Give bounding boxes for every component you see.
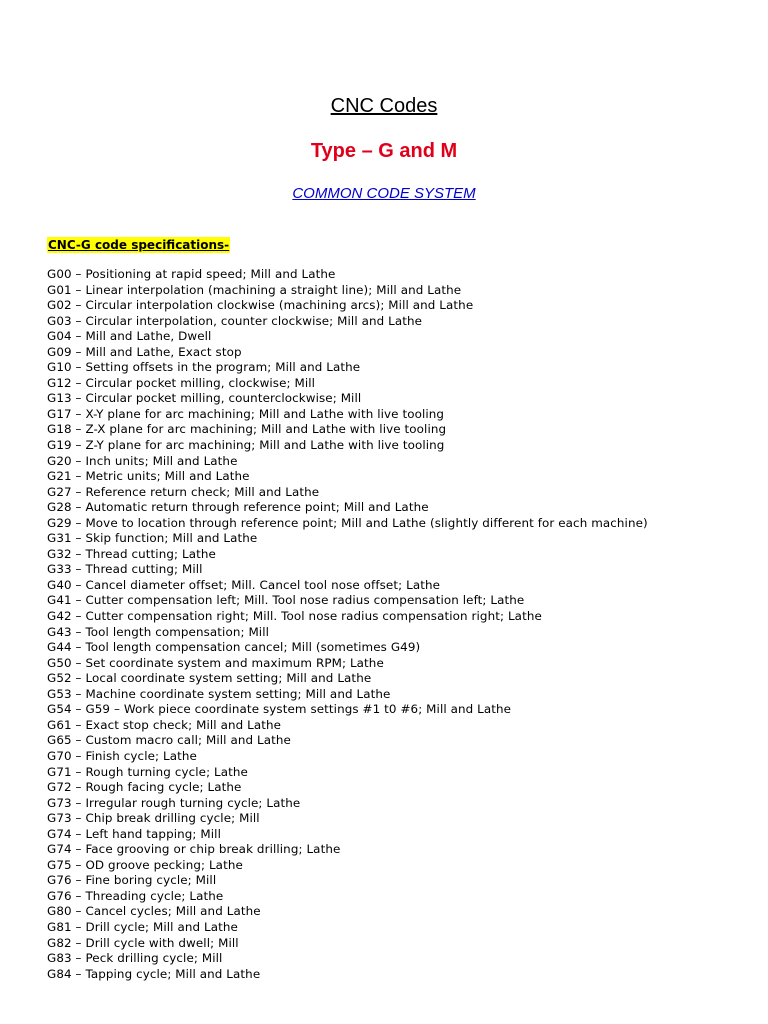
code-list-item: G52 – Local coordinate system setting; Mill and Lathe: [47, 671, 372, 686]
code-list-item: G53 – Machine coordinate system setting; Mill and Lathe: [47, 686, 391, 701]
code-list-item: G28 – Automatic return through reference point; Mill and Lathe: [47, 500, 429, 515]
code-list-item: G10 – Setting offsets in the program; Mill and Lathe: [47, 360, 361, 375]
code-list-item: G12 – Circular pocket milling, clockwise; Mill: [47, 375, 316, 390]
code-list-item: G21 – Metric units; Mill and Lathe: [47, 469, 250, 484]
code-list-item: G17 – X-Y plane for arc machining; Mill and Lathe with live tooling: [47, 406, 445, 421]
code-list-item: G18 – Z-X plane for arc machining; Mill and Lathe with live tooling: [47, 422, 447, 437]
code-list-item: G13 – Circular pocket milling, counterclockwise; Mill: [47, 391, 362, 406]
code-list-item: G81 – Drill cycle; Mill and Lathe: [47, 919, 238, 934]
code-list-item: G19 – Z-Y plane for arc machining; Mill and Lathe with live tooling: [47, 438, 445, 453]
code-list-item: G74 – Face grooving or chip break drilling; Lathe: [47, 842, 341, 857]
code-list-item: G71 – Rough turning cycle; Lathe: [47, 764, 248, 779]
code-list-item: G44 – Tool length compensation cancel; Mill (sometimes G49): [47, 640, 421, 655]
code-list-item: G74 – Left hand tapping; Mill: [47, 826, 221, 841]
code-list-item: G61 – Exact stop check; Mill and Lathe: [47, 717, 282, 732]
code-list-item: G70 – Finish cycle; Lathe: [47, 748, 197, 763]
code-list-item: G50 – Set coordinate system and maximum RPM; Lathe: [47, 655, 384, 670]
code-list-item: G31 – Skip function; Mill and Lathe: [47, 531, 258, 546]
code-list-item: G82 – Drill cycle with dwell; Mill: [47, 935, 239, 950]
code-list-item: G41 – Cutter compensation left; Mill. Tool nose radius compensation left; Lathe: [47, 593, 525, 608]
code-list-item: G80 – Cancel cycles; Mill and Lathe: [47, 904, 261, 919]
code-list-item: G83 – Peck drilling cycle; Mill: [47, 951, 223, 966]
code-list-item: G54 – G59 – Work piece coordinate system settings #1 t0 #6; Mill and Lathe: [47, 702, 512, 717]
code-list-item: G72 – Rough facing cycle; Lathe: [47, 780, 242, 795]
code-list-item: G00 – Positioning at rapid speed; Mill and Lathe: [47, 267, 336, 281]
code-list-item: G65 – Custom macro call; Mill and Lathe: [47, 733, 291, 748]
code-list-item: G04 – Mill and Lathe, Dwell: [47, 329, 212, 344]
code-list-item: G01 – Linear interpolation (machining a straight line); Mill and Lathe: [47, 282, 462, 297]
code-list-item: G20 – Inch units; Mill and Lathe: [47, 453, 238, 468]
code-list-item: G84 – Tapping cycle; Mill and Lathe: [47, 966, 261, 981]
code-list-item: G33 – Thread cutting; Mill: [47, 562, 203, 577]
g-code-list: [47, 267, 762, 982]
section-heading: CNC-G code specifications-: [48, 238, 230, 252]
code-list-item: G75 – OD groove pecking; Lathe: [47, 857, 243, 872]
code-list-item: G27 – Reference return check; Mill and Lathe: [47, 484, 320, 499]
code-list-item: G73 – Chip break drilling cycle; Mill: [47, 811, 260, 826]
code-list-item: G09 – Mill and Lathe, Exact stop: [47, 344, 242, 359]
code-list-item: G32 – Thread cutting; Lathe: [47, 546, 216, 561]
code-list-item: G42 – Cutter compensation right; Mill. Tool nose radius compensation right; Lathe: [47, 609, 542, 624]
code-list-item: G76 – Threading cycle; Lathe: [47, 888, 224, 903]
code-list-item: G76 – Fine boring cycle; Mill: [47, 873, 217, 888]
code-list-item: G02 – Circular interpolation clockwise (machining arcs); Mill and Lathe: [47, 298, 474, 313]
code-list-item: G73 – Irregular rough turning cycle; Lathe: [47, 795, 301, 810]
common-code-system-link[interactable]: COMMON CODE SYSTEM: [292, 185, 476, 202]
code-list-item: G03 – Circular interpolation, counter clockwise; Mill and Lathe: [47, 313, 423, 328]
page-subtitle: Type – G and M: [310, 140, 458, 162]
page-title: CNC Codes: [330, 95, 438, 117]
code-list-item: G40 – Cancel diameter offset; Mill. Cancel tool nose offset; Lathe: [47, 577, 441, 592]
code-list-item: G29 – Move to location through reference point; Mill and Lathe (slightly different for each machine): [47, 515, 648, 530]
code-list-item: G43 – Tool length compensation; Mill: [47, 624, 270, 639]
